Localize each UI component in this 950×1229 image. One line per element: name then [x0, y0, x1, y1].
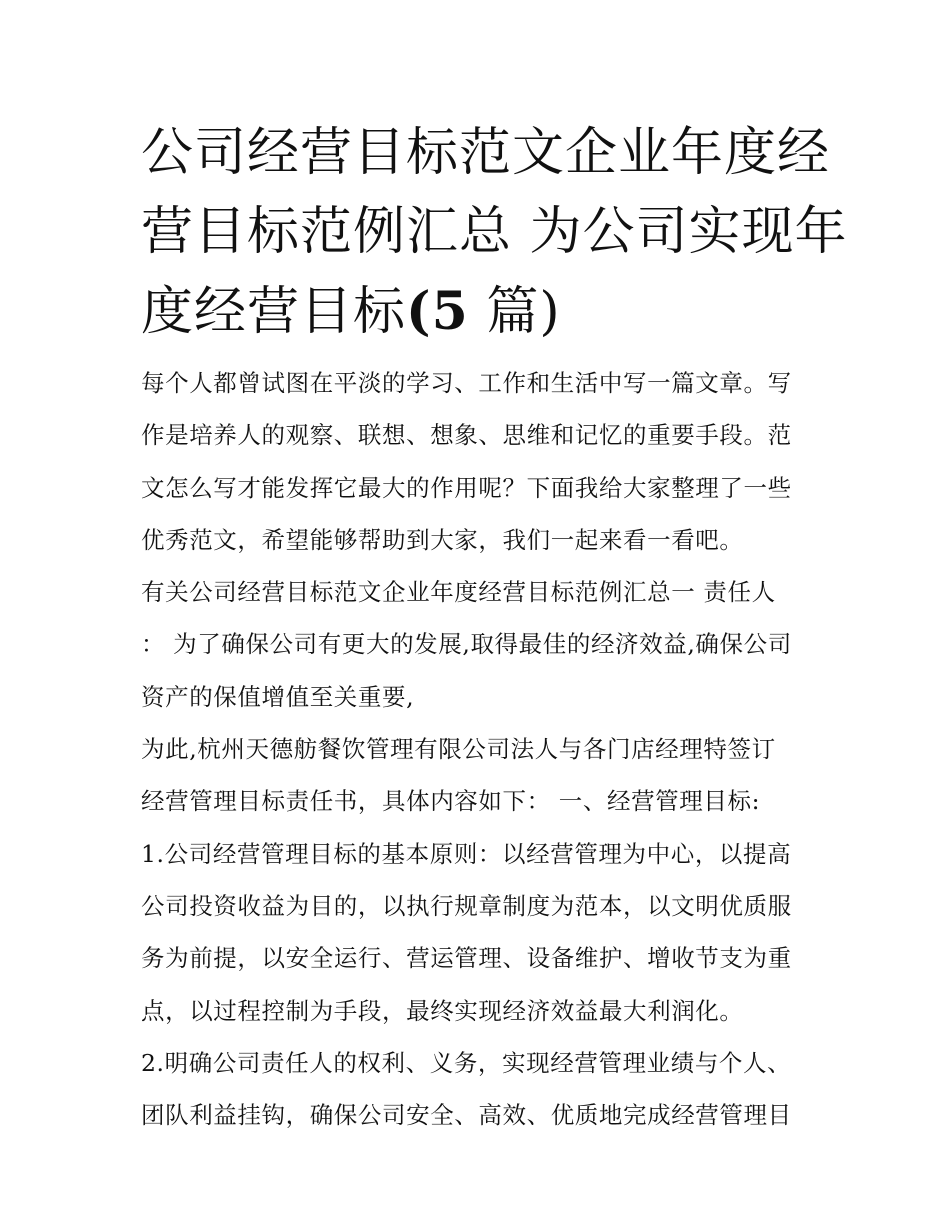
- body-line: 1.公司经营管理目标的基本原则：以经营管理为中心，以提高: [141, 839, 792, 868]
- body-line: ： 为了确保公司有更大的发展,取得最佳的经济效益,确保公司: [141, 630, 792, 659]
- title-last-suffix: 篇): [468, 282, 561, 342]
- body-line: 团队利益挂钩，确保公司安全、高效、优质地完成经营管理目: [141, 1101, 792, 1130]
- body-line: 公司投资收益为目的，以执行规章制度为范本，以文明优质服: [141, 891, 792, 920]
- document-body: [141, 357, 821, 1141]
- body-line: 优秀范文，希望能够帮助到大家，我们一起来看一看吧。: [141, 525, 744, 554]
- title-line: 营目标范例汇总 为公司实现年: [141, 202, 848, 262]
- title-line: 公司经营目标范文企业年度经: [141, 123, 831, 183]
- body-line: 每个人都曾试图在平淡的学习、工作和生活中写一篇文章。写: [141, 369, 792, 397]
- title-last-number: (5: [406, 281, 469, 342]
- body-line: 有关公司经营目标范文企业年度经营目标范例汇总一 责任人: [141, 578, 776, 607]
- body-line: 务为前提，以安全运行、营运管理、设备维护、增收节支为重: [141, 944, 792, 973]
- body-line: 资产的保值增值至关重要,: [141, 682, 415, 711]
- body-line: 为此,杭州天德舫餐饮管理有限公司法人与各门店经理特签订: [141, 735, 776, 764]
- body-line: 经营管理目标责任书，具体内容如下： 一、经营管理目标:: [141, 787, 761, 816]
- title-line-last: [141, 272, 821, 352]
- body-line: 2.明确公司责任人的权利、义务，实现经营管理业绩与个人、: [141, 1048, 792, 1077]
- document-title: [141, 114, 848, 352]
- body-line: 作是培养人的观察、联想、想象、思维和记忆的重要手段。范: [141, 421, 792, 450]
- body-line: 点，以过程控制为手段，最终实现经济效益最大利润化。: [141, 996, 744, 1025]
- title-last-prefix: 度经营目标: [141, 282, 407, 342]
- body-line: 文怎么写才能发挥它最大的作用呢？下面我给大家整理了一些: [141, 473, 792, 502]
